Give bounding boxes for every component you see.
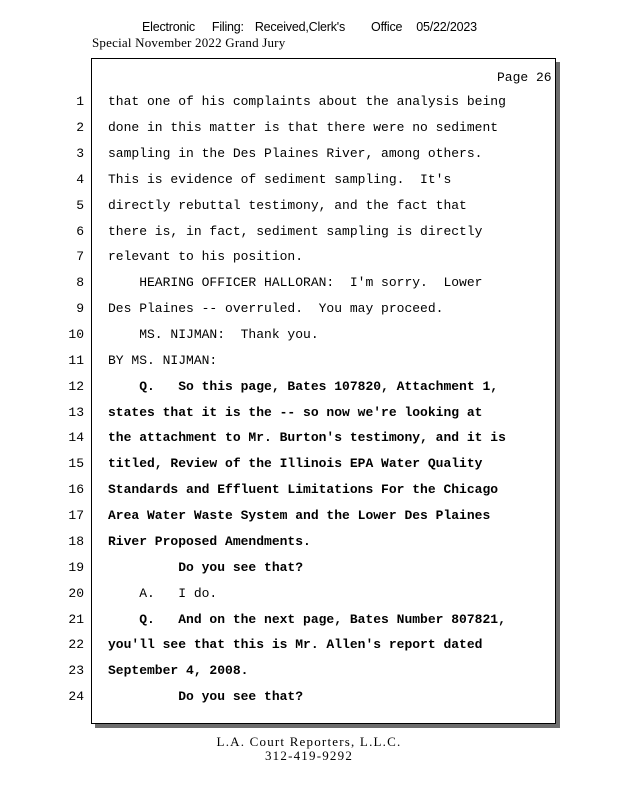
line-number: 2 — [76, 120, 84, 135]
transcript-line: Q. So this page, Bates 107820, Attachment 1, — [108, 379, 499, 394]
transcript-line: BY MS. NIJMAN: — [108, 353, 218, 368]
case-caption: Special November 2022 Grand Jury — [92, 35, 286, 50]
line-number: 14 — [68, 430, 84, 445]
transcript-line: the attachment to Mr. Burton's testimony, and it is — [108, 430, 506, 445]
transcript-line: MS. NIJMAN: Thank you. — [108, 327, 319, 342]
line-number: 1 — [76, 94, 84, 109]
transcript-line: relevant to his position. — [108, 249, 304, 264]
line-number: 3 — [76, 146, 84, 161]
stamp-electronic: Electronic — [142, 20, 195, 34]
line-number: 5 — [76, 198, 84, 213]
stamp-office: Office — [371, 20, 403, 34]
transcript-line: done in this matter is that there were no sediment — [108, 120, 499, 135]
stamp-received: Received,Clerk's — [254, 20, 346, 34]
line-number: 7 — [76, 249, 84, 264]
page-number: Page 26 — [497, 70, 552, 85]
transcript-line: directly rebuttal testimony, and the fact that — [108, 198, 467, 213]
line-number: 16 — [68, 482, 84, 497]
transcript-line: September 4, 2008. — [108, 663, 249, 678]
transcript-line: River Proposed Amendments. — [108, 534, 311, 549]
transcript-line: HEARING OFFICER HALLORAN: I'm sorry. Lower — [108, 275, 483, 290]
transcript-line: Q. And on the next page, Bates Number 807821, — [108, 612, 506, 627]
line-number: 19 — [68, 560, 84, 575]
line-number: 17 — [68, 508, 84, 523]
line-number: 22 — [68, 637, 84, 652]
line-number: 21 — [68, 612, 84, 627]
line-number: 20 — [68, 586, 84, 601]
transcript-line: Standards and Effluent Limitations For the Chicago — [108, 482, 499, 497]
line-number: 13 — [68, 405, 84, 420]
transcript-line: Des Plaines -- overruled. You may proceed. — [108, 301, 444, 316]
transcript-line: This is evidence of sediment sampling. It's — [108, 172, 452, 187]
transcript-line: Do you see that? — [108, 689, 304, 704]
transcript-line: states that it is the -- so now we're looking at — [108, 405, 483, 420]
line-number: 12 — [68, 379, 84, 394]
transcript-line: sampling in the Des Plaines River, among others. — [108, 146, 483, 161]
line-number: 11 — [68, 353, 84, 368]
stamp-date: 05/22/2023 — [416, 20, 477, 34]
line-number: 4 — [76, 172, 84, 187]
transcript-line: there is, in fact, sediment sampling is directly — [108, 224, 483, 239]
transcript-line: you'll see that this is Mr. Allen's report dated — [108, 637, 483, 652]
transcript-line: titled, Review of the Illinois EPA Water Quality — [108, 456, 483, 471]
line-number: 9 — [76, 301, 84, 316]
reporter-company: L.A. Court Reporters, L.L.C. — [216, 734, 402, 749]
line-number: 18 — [68, 534, 84, 549]
line-number: 24 — [68, 689, 84, 704]
efiling-stamp — [142, 20, 477, 34]
transcript-line: that one of his complaints about the analysis being — [108, 94, 506, 109]
line-number: 15 — [68, 456, 84, 471]
transcript-line: A. I do. — [108, 586, 218, 601]
stamp-filing: Filing: — [211, 20, 244, 34]
reporter-phone: 312-419-9292 — [264, 748, 354, 763]
line-number: 23 — [68, 663, 84, 678]
transcript-line: Area Water Waste System and the Lower Des Plaines — [108, 508, 491, 523]
line-number: 6 — [76, 224, 84, 239]
line-number: 10 — [68, 327, 84, 342]
transcript-line: Do you see that? — [108, 560, 304, 575]
line-number: 8 — [76, 275, 84, 290]
